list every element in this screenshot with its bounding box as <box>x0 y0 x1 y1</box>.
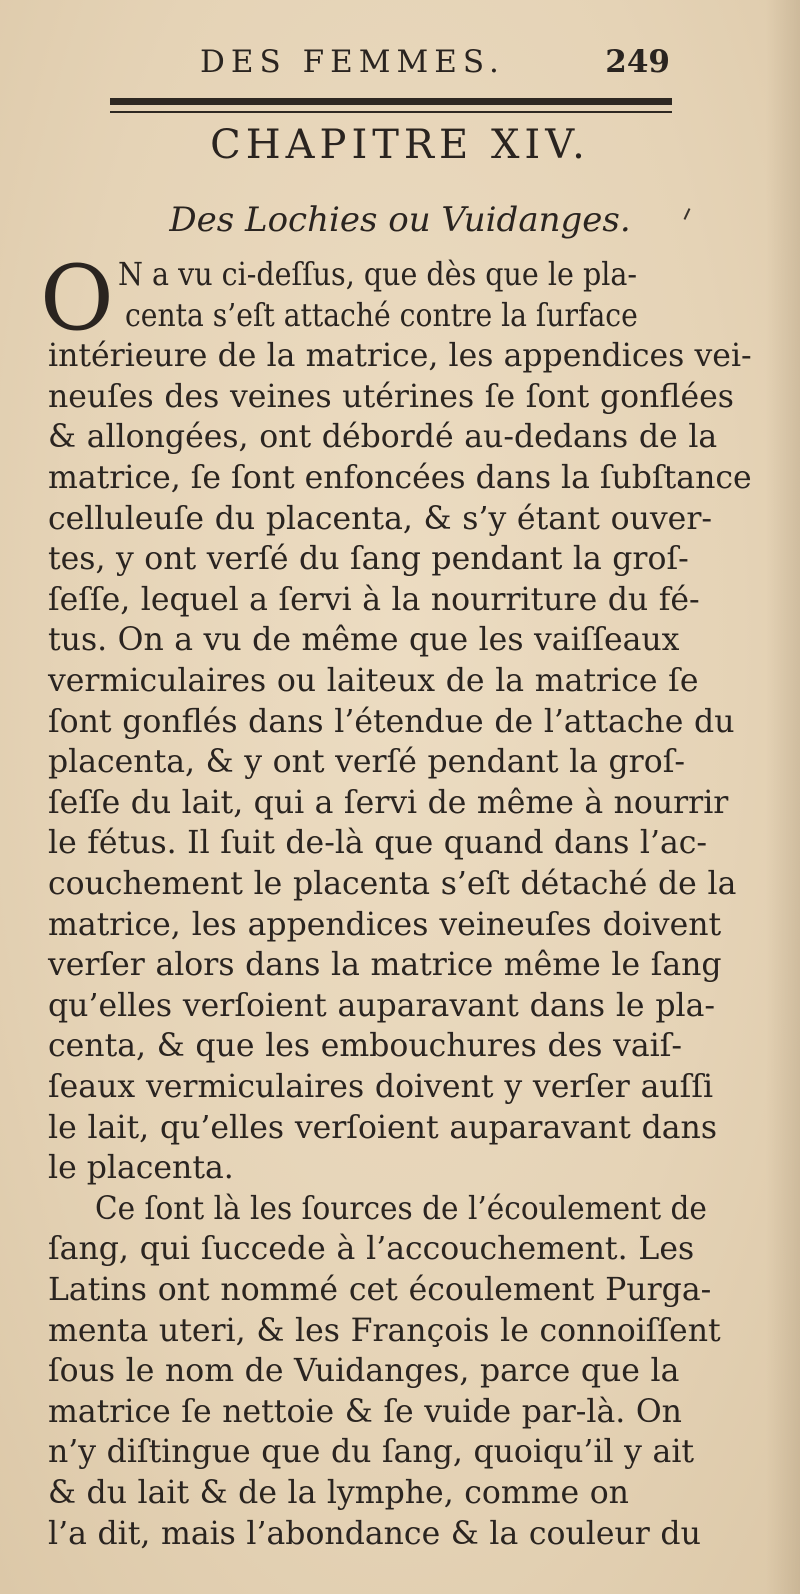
chapter-subtitle: Des Lochies ou Vuidanges. <box>169 200 631 240</box>
text-line: ſeſſe, lequel a ſervi à la nourriture du fé- <box>48 581 700 618</box>
text-line: vermiculaires ou laiteux de la matrice ſe <box>48 663 699 699</box>
text-line: l’a dit, mais l’abondance & la couleur du <box>48 1515 701 1552</box>
text-line: menta uteri, & les François le connoiſſent <box>48 1312 721 1349</box>
text-line: celluleuſe du placenta, & s’y étant ouver- <box>48 500 713 537</box>
drop-cap: O <box>40 246 114 351</box>
text-line: intérieure de la matrice, les appendices vei- <box>48 338 752 375</box>
text-line: le fétus. Il ſuit de-là que quand dans l’ac- <box>48 825 708 862</box>
chapter-title: CHAPITRE XIV. <box>210 122 590 168</box>
running-title: DES FEMMES. <box>200 44 505 80</box>
text-line: tes, y ont verſé du ſang pendant la groſ- <box>48 541 689 578</box>
text-line: ſeaux vermiculaires doivent y verſer auſſi <box>48 1069 714 1105</box>
text-line: verſer alors dans la matrice même le ſang <box>48 947 722 984</box>
text-line: qu’elles verſoient auparavant dans le pla- <box>48 987 716 1024</box>
text-line: matrice, les appendices veineuſes doivent <box>48 906 722 943</box>
text-line: ſang, qui ſuccede à l’accouchement. Les <box>48 1231 695 1268</box>
text-line: ſous le nom de Vuidanges, parce que la <box>48 1353 680 1390</box>
text-line: le placenta. <box>48 1150 234 1187</box>
text-line: & allongées, ont débordé au-dedans de la <box>48 419 718 456</box>
text-line: centa, & que les embouchures des vaiſ- <box>48 1028 683 1065</box>
ornamental-rule-thin <box>110 111 672 113</box>
text-line: ſont gonflés dans l’étendue de l’attache du <box>48 703 735 740</box>
text-line: tus. On a vu de même que les vaiſſeaux <box>48 622 680 659</box>
running-head <box>200 44 670 84</box>
text-line: placenta, & y ont verſé pendant la groſ- <box>48 744 685 781</box>
text-line: n’y diſtingue que du ſang, quoiqu’il y ait <box>48 1434 695 1471</box>
text-line: neuſes des veines utérines ſe ſont gonflées <box>48 378 734 415</box>
text-line: & du lait & de la lymphe, comme on <box>48 1475 629 1511</box>
text-line: Ce ſont là les ſources de l’écoulement de <box>95 1190 707 1227</box>
text-line: matrice ſe nettoie & ſe vuide par-là. On <box>48 1393 682 1430</box>
text-line: matrice, ſe ſont enfoncées dans la ſubſtance <box>48 460 752 496</box>
text-line: couchement le placenta s’eſt détaché de la <box>48 866 737 902</box>
text-line: centa s’eſt attaché contre la ſurface <box>125 297 638 334</box>
text-line: Latins ont nommé cet écoulement Purga- <box>48 1272 712 1308</box>
page-number: 249 <box>605 44 670 80</box>
text-line: N a vu ci-deſſus, que dès que le pla- <box>118 257 637 293</box>
text-line: le lait, qu’elles verſoient auparavant dans <box>48 1109 717 1146</box>
text-line: ſeſſe du lait, qui a ſervi de même à nourrir <box>48 784 729 821</box>
ornamental-rule-thick <box>110 98 672 105</box>
